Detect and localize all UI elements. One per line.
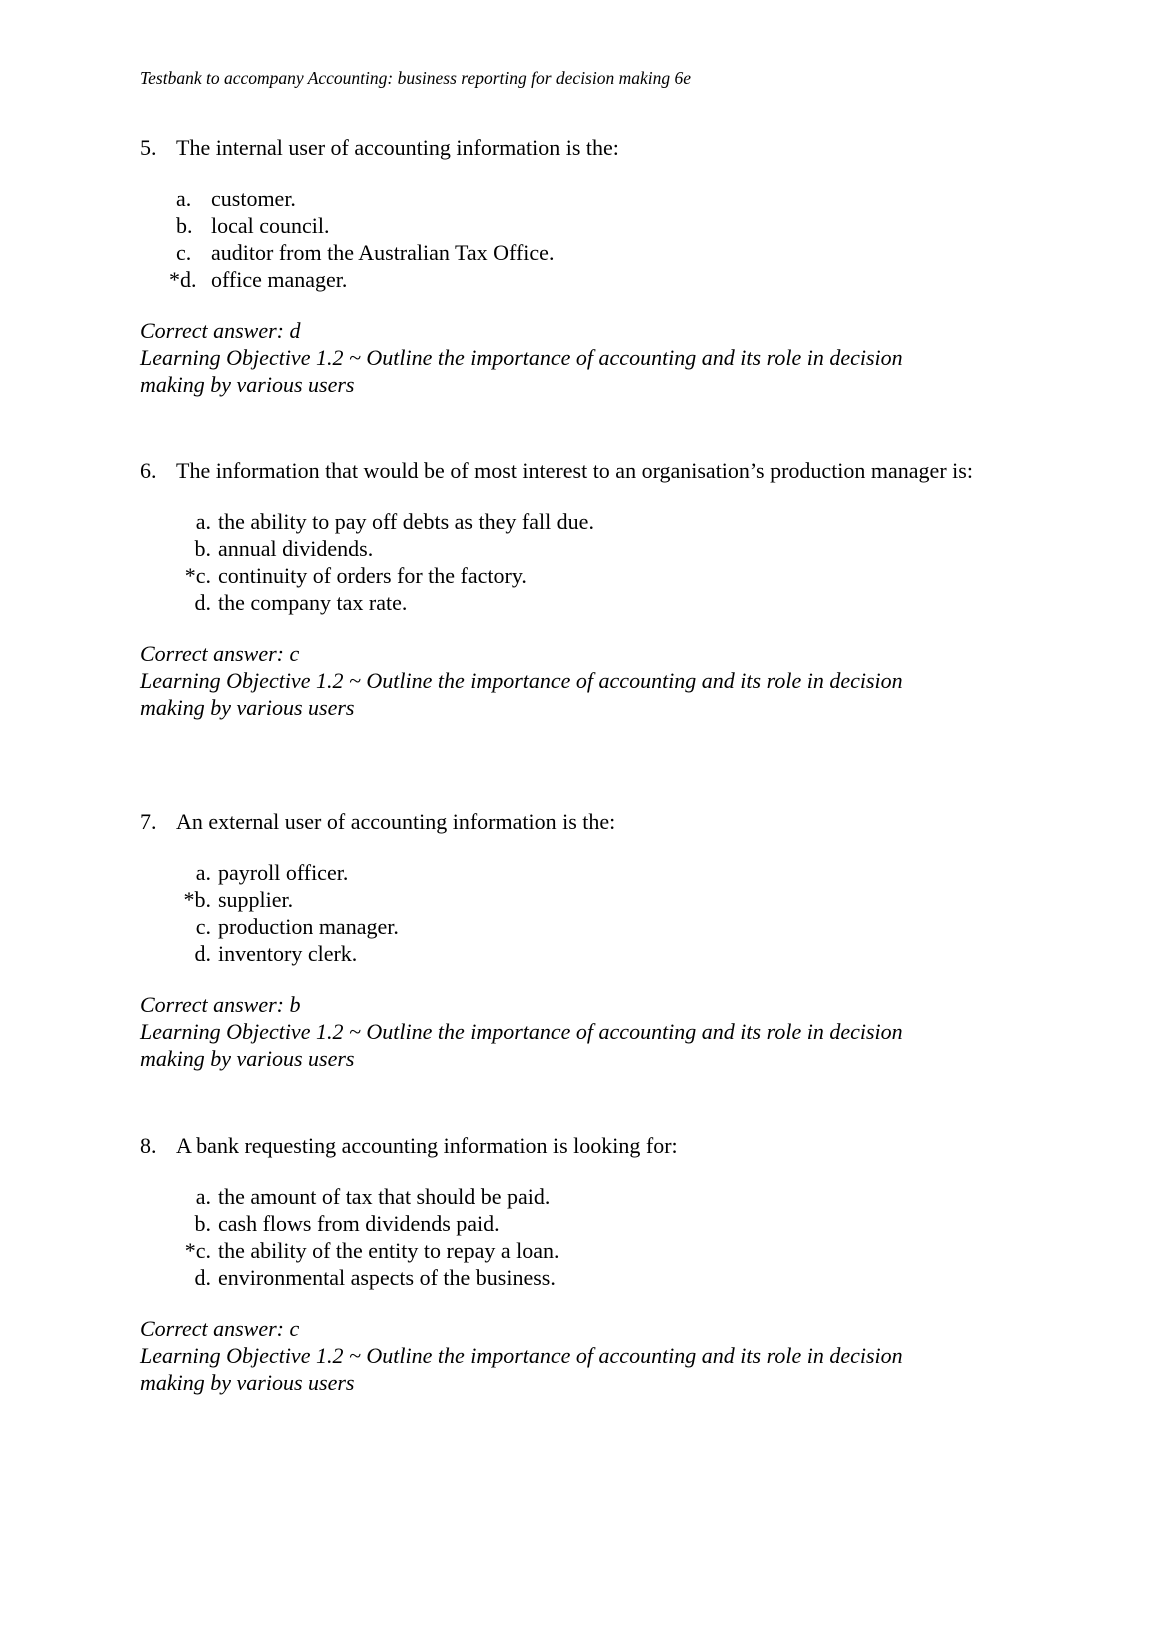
option-item-correct (176, 1237, 1020, 1264)
option-text: office manager. (211, 267, 348, 292)
option-item (176, 589, 1020, 616)
option-text: the amount of tax that should be paid. (218, 1184, 551, 1209)
question-5 (140, 134, 1020, 398)
option-item (176, 508, 1020, 535)
option-item (176, 913, 1020, 940)
option-text: local council. (211, 213, 330, 238)
option-text: annual dividends. (218, 536, 374, 561)
option-letter: d. (194, 941, 211, 966)
option-item-correct (176, 886, 1020, 913)
option-list (140, 859, 1020, 967)
option-item (176, 859, 1020, 886)
question-stem (140, 808, 1020, 835)
option-item (176, 212, 1020, 239)
option-letter: b. (194, 1211, 211, 1236)
option-letter: b. (176, 213, 193, 238)
option-text: the company tax rate. (218, 590, 408, 615)
page-header: Testbank to accompany Accounting: business reporting for decision making 6e (140, 68, 692, 88)
option-item (176, 1183, 1020, 1210)
option-letter: *d. (169, 267, 197, 292)
option-text: the ability of the entity to repay a loan. (218, 1238, 560, 1263)
question-text: The information that would be of most interest to an organisation’s production manager is: (176, 458, 973, 483)
option-item (176, 239, 1020, 266)
option-text: payroll officer. (218, 860, 349, 885)
option-text: cash flows from dividends paid. (218, 1211, 500, 1236)
option-letter: *b. (183, 887, 211, 912)
question-stem (140, 1132, 1020, 1159)
learning-objective: Learning Objective 1.2 ~ Outline the importance of accounting and its role in decision making by various users (140, 1019, 903, 1071)
option-item-correct (169, 266, 1020, 293)
question-6 (140, 457, 1020, 721)
question-stem (140, 457, 1020, 484)
option-text: the ability to pay off debts as they fall due. (218, 509, 594, 534)
option-text: supplier. (218, 887, 294, 912)
correct-answer: Correct answer: c (140, 1316, 300, 1341)
option-letter: a. (195, 860, 211, 885)
question-number: 7. (140, 809, 157, 834)
learning-objective: Learning Objective 1.2 ~ Outline the importance of accounting and its role in decision making by various users (140, 668, 903, 720)
question-text: The internal user of accounting information is the: (176, 135, 619, 160)
option-item (176, 1264, 1020, 1291)
option-text: environmental aspects of the business. (218, 1265, 556, 1290)
learning-objective: Learning Objective 1.2 ~ Outline the importance of accounting and its role in decision making by various users (140, 1343, 903, 1395)
learning-objective: Learning Objective 1.2 ~ Outline the importance of accounting and its role in decision making by various users (140, 345, 903, 397)
option-item (176, 535, 1020, 562)
question-text: A bank requesting accounting information is looking for: (176, 1133, 678, 1158)
option-item (176, 940, 1020, 967)
option-letter: c. (195, 914, 211, 939)
question-number: 6. (140, 458, 157, 483)
option-letter: a. (176, 186, 192, 211)
question-text: An external user of accounting information is the: (176, 809, 616, 834)
correct-answer: Correct answer: b (140, 992, 301, 1017)
option-letter: a. (195, 1184, 211, 1209)
question-7 (140, 808, 1020, 1072)
option-item-correct (176, 562, 1020, 589)
option-text: auditor from the Australian Tax Office. (211, 240, 555, 265)
question-number: 5. (140, 135, 157, 160)
option-list (140, 185, 1020, 293)
question-stem (140, 134, 1020, 161)
option-list (140, 508, 1020, 616)
question-number: 8. (140, 1133, 157, 1158)
option-item (176, 1210, 1020, 1237)
option-letter: *c. (184, 563, 211, 588)
option-item (176, 185, 1020, 212)
correct-answer: Correct answer: c (140, 641, 300, 666)
option-list (140, 1183, 1020, 1291)
option-letter: c. (176, 240, 192, 265)
correct-answer: Correct answer: d (140, 318, 301, 343)
question-8 (140, 1132, 1020, 1396)
option-text: customer. (211, 186, 296, 211)
option-letter: a. (195, 509, 211, 534)
option-text: inventory clerk. (218, 941, 358, 966)
option-letter: d. (194, 590, 211, 615)
option-letter: d. (194, 1265, 211, 1290)
option-letter: *c. (184, 1238, 211, 1263)
option-letter: b. (194, 536, 211, 561)
option-text: production manager. (218, 914, 399, 939)
option-text: continuity of orders for the factory. (218, 563, 527, 588)
